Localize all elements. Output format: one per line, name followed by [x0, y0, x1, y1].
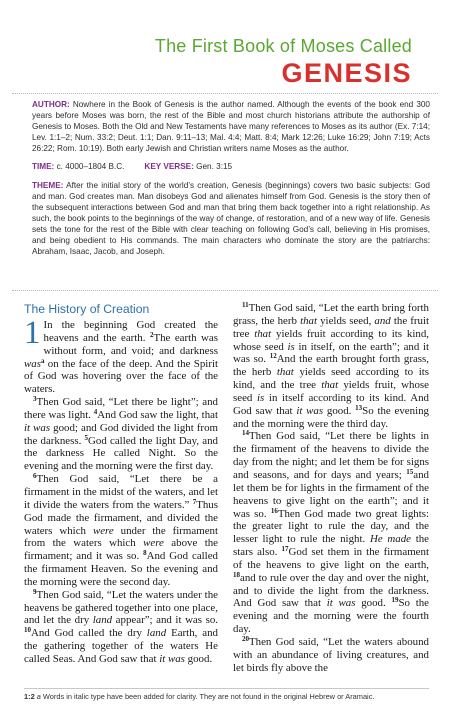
- theme-text: After the initial story of the world’s creation, Genesis (beginnings) covers two basic subjects: God and man. God creates man. Man disobeys God and alienates himself from God. Genesis is the story then of the subsequent interactions between God and man that bring them back together into a right relationship. As such, the book points to the beginnings of the way of change, of restoration, and of a new way of life. Genesis sets the tone for the rest of the Bible with clear teaching on following God’s call, believing in His promises, and being obedient to His commands. The main characters who dominate the story are the patriarchs: Abraham, Isaac, Jacob, and Joseph.: [32, 180, 430, 257]
- verse-18-end: good.: [355, 597, 392, 610]
- verse-number: 8: [143, 549, 147, 558]
- italic-word: and: [374, 314, 391, 327]
- verse-12-cont: yields seed according to its kind, and the tree: [233, 366, 429, 392]
- verse-11-cont: yields fruit according to its kind, whose seed: [233, 327, 429, 353]
- key-verse-label: KEY VERSE:: [144, 162, 194, 172]
- italic-word: it was: [24, 421, 51, 434]
- verse-number: 13: [355, 403, 363, 412]
- text-column-left: [24, 302, 218, 666]
- verse-number: 7: [192, 497, 197, 506]
- verse-12-end: good.: [323, 404, 356, 417]
- verse-number: 9: [33, 587, 37, 596]
- italic-word: is: [287, 340, 295, 353]
- verse-4: And God saw the light, that: [97, 408, 219, 421]
- key-verse-text: Gen. 3:15: [193, 162, 233, 172]
- verse-number: 6: [33, 472, 37, 481]
- italic-word: were: [92, 524, 114, 537]
- theme-paragraph: [32, 180, 430, 258]
- verse-number: 4: [93, 407, 98, 416]
- verse-6: Then God said, “Let there be a firmament in the midst of the waters, and let it divide the waters from the waters.”: [24, 473, 218, 511]
- verse-16: Then God made two great lights: the greater light to rule the day, and the lesser light to rule the night.: [233, 507, 429, 546]
- footnote-marker: a: [40, 356, 45, 365]
- italic-word: land: [146, 627, 167, 640]
- verse-14: Then God said, “Let there be lights in the firmament of the heavens to divide the day from the night; and let them be for signs and seasons, and for days and years;: [233, 430, 429, 481]
- verses-14-19: [233, 430, 429, 636]
- italic-word: were: [143, 537, 164, 550]
- time-text: c. 4000–1804 B.C.: [54, 162, 125, 172]
- verse-17: God set them in the firmament of the heavens to give light on the earth,: [233, 546, 429, 571]
- verse-1: In the beginning God created the heavens and the earth.: [43, 319, 218, 344]
- verse-20-text: Then God said, “Let the waters abound with an abundance of living creatures, and let birds fly above the: [233, 635, 429, 674]
- verse-11-end: in itself, on the earth”; and it was so.: [233, 340, 430, 366]
- author-label: AUTHOR:: [32, 100, 70, 109]
- section-heading: The History of Creation: [24, 302, 150, 316]
- verse-2-cont: on the face of the deep. And the Spirit of God was hovering over the face of the waters.: [24, 357, 218, 396]
- footnote-text: Words in italic type have been added for clarity. They are not found in the original Hebrew or Aramaic.: [40, 692, 375, 701]
- title-divider: [12, 93, 438, 94]
- verse-12-cont: yields fruit, whose seed: [233, 379, 430, 404]
- verse-16-end: the stars also.: [233, 533, 430, 559]
- verse-5: God called the light Day, and the darkness He called Night. So the evening and the morning were the first day.: [24, 434, 218, 473]
- italic-word: it was: [159, 652, 185, 665]
- italic-word: land: [92, 614, 113, 627]
- verse-10-end: good.: [184, 652, 213, 665]
- verse-9-cont: appear”; and it was so.: [112, 614, 218, 627]
- verses-9-10: [24, 589, 218, 666]
- italic-word: was: [24, 357, 41, 370]
- book-title: GENESIS: [281, 58, 412, 88]
- verse-12-cont: in itself according to its kind. And God saw that: [233, 391, 429, 417]
- verse-9: Then God said, “Let the waters under the heavens be gathered together into one place, and let the dry: [24, 588, 218, 627]
- verse-number: 20: [242, 634, 249, 643]
- book-subtitle: The First Book of Moses Called: [154, 36, 412, 56]
- verse-7: Thus God made the firmament, and divided the waters which: [24, 498, 218, 537]
- verse-number: 11: [242, 301, 249, 309]
- verses-6-8: [24, 473, 218, 589]
- italic-word: He made: [369, 533, 411, 546]
- italic-word: it was: [326, 597, 356, 610]
- verse-10-cont: Earth, and the gathering together of the waters He called Seas. And God saw that: [24, 627, 218, 665]
- verse-11-cont: yields seed,: [317, 314, 375, 327]
- italic-word: it was: [296, 404, 324, 417]
- verse-number: 16: [270, 506, 278, 515]
- theme-label: THEME:: [32, 180, 64, 190]
- italic-word: that: [254, 327, 272, 340]
- verse-7-end: above the firmament; and it was so.: [24, 537, 218, 563]
- book-introduction: [32, 99, 430, 264]
- verse-20: [233, 636, 429, 675]
- verse-7-cont: under the firmament from the waters which: [24, 524, 218, 550]
- verse-number: 12: [269, 352, 277, 361]
- book-header: [0, 0, 450, 96]
- footnote-letter: a: [36, 692, 41, 701]
- author-paragraph: [32, 99, 430, 154]
- footnote: [24, 692, 434, 701]
- time-label: TIME:: [32, 162, 55, 172]
- chapter-number: 1: [24, 315, 41, 351]
- verses-3-5: [24, 396, 218, 473]
- footnote-divider: [24, 688, 429, 689]
- italic-word: is: [257, 391, 265, 404]
- verse-3: Then God said, “Let there be light”; and there was light.: [24, 396, 218, 421]
- verse-number: 18: [233, 570, 240, 579]
- footnote-reference: 1:2: [24, 692, 35, 701]
- intro-divider: [12, 290, 438, 291]
- verse-number: 3: [33, 395, 37, 404]
- verse-number: 15: [406, 467, 414, 476]
- verse-number: 10: [24, 626, 31, 635]
- text-column-right: [233, 302, 429, 674]
- verse-10: And God called the dry: [31, 627, 147, 640]
- author-text: Nowhere in the Book of Genesis is the author named. Although the events of the book end 300 years before Moses was born, the rest of the Bible and most church historians attribute the authorship of Genesis to Moses. Both the Old and New Testaments have many references to Moses as its author (Ex. 7:14; Lev. 1:1–2; Num. 33:2; Deut. 1:1; Dan. 9:11–13; Mal. 4:4; Matt. 8:4; Mark 12:26; Luke 16:29; John 7:19; Acts 26:22; Rom. 10:19). Both early Jewish and Christian writers name Moses as the author.: [32, 100, 430, 154]
- verse-2: The earth was without form, and void; and darkness: [43, 331, 218, 357]
- verse-number: 14: [242, 429, 249, 438]
- verse-number: 17: [281, 545, 289, 554]
- verses-1-2: [24, 315, 218, 396]
- verse-4-cont: good; and God divided the light from the darkness.: [24, 421, 218, 447]
- verse-11-cont: the fruit tree: [233, 314, 429, 340]
- verse-15: and let them be for lights in the firmament of the heavens to give light on the earth”; and it was so.: [233, 468, 429, 520]
- verse-13: So the evening and the morning were the third day.: [233, 404, 429, 430]
- verse-number: 5: [84, 433, 89, 442]
- verse-12: And the earth brought forth grass, the herb: [233, 353, 430, 379]
- italic-word: that: [300, 314, 318, 327]
- verse-8: And God called the firmament Heaven. So the evening and the morning were the second day.: [24, 550, 218, 588]
- verses-11-13: [233, 302, 429, 430]
- verse-11: Then God said, “Let the earth bring forth grass, the herb: [233, 302, 429, 327]
- italic-word: that: [321, 379, 339, 392]
- time-keyverse-line: [32, 161, 430, 172]
- verse-18: and to rule over the day and over the night, and to divide the light from the darkness. And God saw that: [233, 571, 429, 610]
- verse-number: 2: [149, 330, 154, 339]
- verse-19: So the evening and the morning were the fourth day.: [233, 597, 430, 636]
- italic-word: that: [276, 366, 294, 379]
- verse-number: 19: [391, 596, 399, 605]
